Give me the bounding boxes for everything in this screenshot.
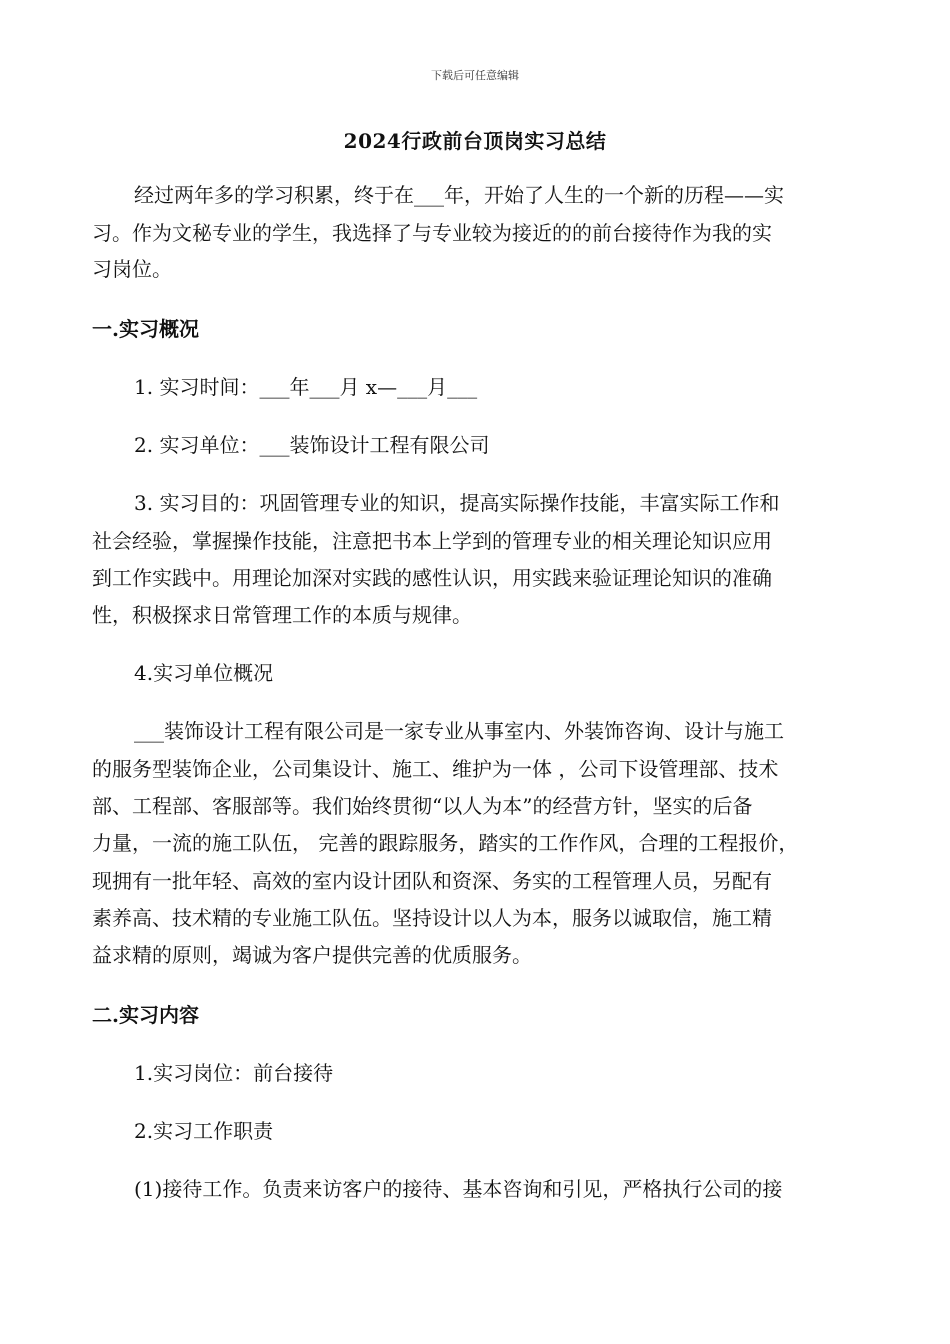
paragraph-line: 经过两年多的学习积累，终于在___年，开始了人生的一个新的历程——实 xyxy=(134,183,784,207)
paragraph-line: 的服务型装饰企业，公司集设计、施工、维护为一体 ，公司下设管理部、技术 xyxy=(92,757,779,781)
document-title: 2024行政前台顶岗实习总结 xyxy=(343,129,607,153)
list-item: (1)接待工作。负责来访客户的接待、基本咨询和引见，严格执行公司的接 xyxy=(134,1177,783,1201)
paragraph-line: 素养高、技术精的专业施工队伍。坚持设计以人为本，服务以诚取信，施工精 xyxy=(92,906,772,930)
paragraph-line: 力量，一流的施工队伍， 完善的跟踪服务，踏实的工作作风，合理的工程报价， xyxy=(92,831,799,855)
paragraph-line: 社会经验，掌握操作技能，注意把书本上学到的管理专业的相关理论知识应用 xyxy=(92,529,772,553)
section-heading: 一.实习概况 xyxy=(92,317,199,341)
paragraph-line: 部、工程部、客服部等。我们始终贯彻“以人为本”的经营方针，坚实的后备 xyxy=(92,794,753,818)
section-heading: 二.实习内容 xyxy=(92,1003,199,1027)
paragraph-line: 现拥有一批年轻、高效的室内设计团队和资深、务实的工程管理人员，另配有 xyxy=(92,869,772,893)
list-item: 1.实习岗位：前台接待 xyxy=(134,1061,334,1085)
paragraph-line: 性，积极探求日常管理工作的本质与规律。 xyxy=(92,603,472,627)
header-note: 下载后可任意编辑 xyxy=(431,69,519,82)
paragraph-line: 习岗位。 xyxy=(92,257,172,281)
list-item: 1. 实习时间：___年___月 x—___月___ xyxy=(134,375,478,399)
subsection-heading: 4.实习单位概况 xyxy=(134,661,274,685)
paragraph-line: 习。作为文秘专业的学生，我选择了与专业较为接近的的前台接待作为我的实 xyxy=(92,221,772,245)
list-item: 2. 实习单位：___装饰设计工程有限公司 xyxy=(134,433,490,457)
paragraph-line: ___装饰设计工程有限公司是一家专业从事室内、外装饰咨询、设计与施工 xyxy=(134,719,784,743)
paragraph-line: 到工作实践中。用理论加深对实践的感性认识，用实践来验证理论知识的准确 xyxy=(92,566,772,590)
paragraph-line: 3. 实习目的：巩固管理专业的知识，提高实际操作技能，丰富实际工作和 xyxy=(134,491,780,515)
list-item: 2.实习工作职责 xyxy=(134,1119,274,1143)
paragraph-line: 益求精的原则，竭诚为客户提供完善的优质服务。 xyxy=(92,943,532,967)
